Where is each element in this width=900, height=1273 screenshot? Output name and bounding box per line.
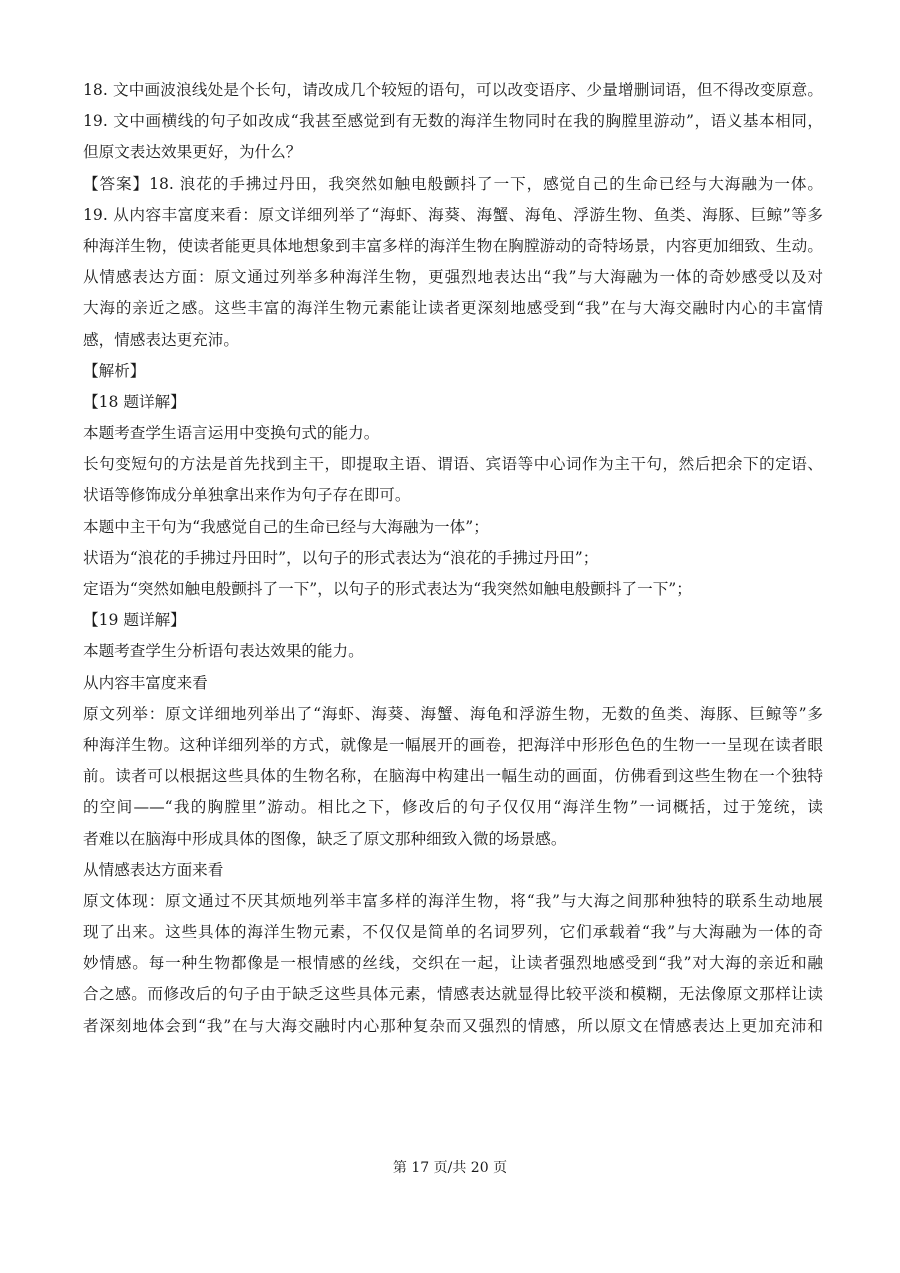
emotion-line-5: 者深刻地体会到“我”在与大海交融时内心那种复杂而又强烈的情感，所以原文在情感表达上更加充沛和 (83, 1016, 823, 1035)
emotion-line-2: 现了出来。这些具体的海洋生物元素，不仅仅是简单的名词罗列，它们承载着“我”与大海融为一体的奇 (83, 923, 823, 942)
document-body (83, 75, 823, 1042)
answer-19-line-1: 19. 从内容丰富度来看：原文详细列举了“海虾、海葵、海蟹、海龟、浮游生物、鱼类、海豚、巨鲸”等多 (83, 205, 823, 224)
content-richness-subheading: 从内容丰富度来看 (83, 673, 208, 692)
content-richness-line-3: 前。读者可以根据这些具体的生物名称，在脑海中构建出一幅生动的画面，仿佛看到这些生物在一个独特 (83, 767, 823, 786)
content-richness-line-1: 原文列举：原文详细地列举出了“海虾、海葵、海蟹、海龟和浮游生物，无数的鱼类、海豚、巨鲸等”多 (83, 704, 823, 723)
detail-18-line-4: 本题中主干句为“我感觉自己的生命已经与大海融为一体”； (83, 517, 489, 536)
page-number-footer: 第 17 页/共 20 页 (392, 1160, 508, 1176)
content-richness-line-4: 的空间——“我的胸膛里”游动。相比之下，修改后的句子仅仅用“海洋生物”一词概括，过于笼统，读 (83, 798, 823, 817)
content-richness-line-2: 种海洋生物。这种详细列举的方式，就像是一幅展开的画卷，把海洋中形形色色的生物一一呈现在读者眼 (83, 735, 823, 754)
analysis-heading: 【解析】 (83, 361, 146, 380)
detail-18-line-6: 定语为“突然如触电般颤抖了一下”，以句子的形式表达为“我突然如触电般颤抖了一下”； (83, 580, 692, 598)
emotion-line-3: 妙情感。每一种生物都像是一根情感的丝线，交织在一起，让读者强烈地感受到“我”对大海的亲近和融 (83, 954, 823, 973)
detail-18-line-2: 长句变短句的方法是首先找到主干，即提取主语、谓语、宾语等中心词作为主干句，然后把余下的定语、 (83, 455, 823, 474)
question-19-line-1: 19. 文中画横线的句子如改成“我甚至感觉到有无数的海洋生物同时在我的胸膛里游动”，语义基本相同， (83, 112, 823, 131)
answer-19-line-4: 大海的亲近之感。这些丰富的海洋生物元素能让读者更深刻地感受到“我”在与大海交融时内心的丰富情 (83, 299, 823, 318)
detail-18-heading: 【18 题详解】 (83, 392, 186, 411)
detail-18-line-1: 本题考查学生语言运用中变换句式的能力。 (83, 424, 380, 443)
answer-18-line: 【答案】18. 浪花的手拂过丹田，我突然如触电般颤抖了一下，感觉自己的生命已经与大海融为一体。 (83, 174, 823, 193)
detail-19-line-1: 本题考查学生分析语句表达效果的能力。 (83, 642, 364, 661)
detail-18-line-5: 状语为“浪花的手拂过丹田时”，以句子的形式表达为“浪花的手拂过丹田”； (83, 548, 599, 567)
emotion-line-4: 合之感。而修改后的句子由于缺乏这些具体元素，情感表达就显得比较平淡和模糊，无法像原文那样让读 (83, 985, 823, 1004)
emotion-subheading: 从情感表达方面来看 (83, 860, 224, 879)
detail-19-heading: 【19 题详解】 (83, 611, 186, 630)
answer-19-line-5: 感，情感表达更充沛。 (83, 330, 239, 349)
emotion-line-1: 原文体现：原文通过不厌其烦地列举丰富多样的海洋生物，将“我”与大海之间那种独特的联系生动地展 (83, 891, 823, 910)
question-18-line: 18. 文中画波浪线处是个长句，请改成几个较短的语句，可以改变语序、少量增删词语，但不得改变原意。 (83, 81, 823, 99)
question-19-line-2: 但原文表达效果更好，为什么？ (83, 143, 302, 162)
answer-19-line-3: 从情感表达方面：原文通过列举多种海洋生物，更强烈地表达出“我”与大海融为一体的奇妙感受以及对 (83, 268, 823, 287)
answer-19-line-2: 种海洋生物，使读者能更具体地想象到丰富多样的海洋生物在胸膛游动的奇特场景，内容更加细致、生动。 (83, 236, 823, 255)
detail-18-line-3: 状语等修饰成分单独拿出来作为句子存在即可。 (83, 486, 411, 505)
content-richness-line-5: 者难以在脑海中形成具体的图像，缺乏了原文那种细致入微的场景感。 (83, 829, 567, 848)
